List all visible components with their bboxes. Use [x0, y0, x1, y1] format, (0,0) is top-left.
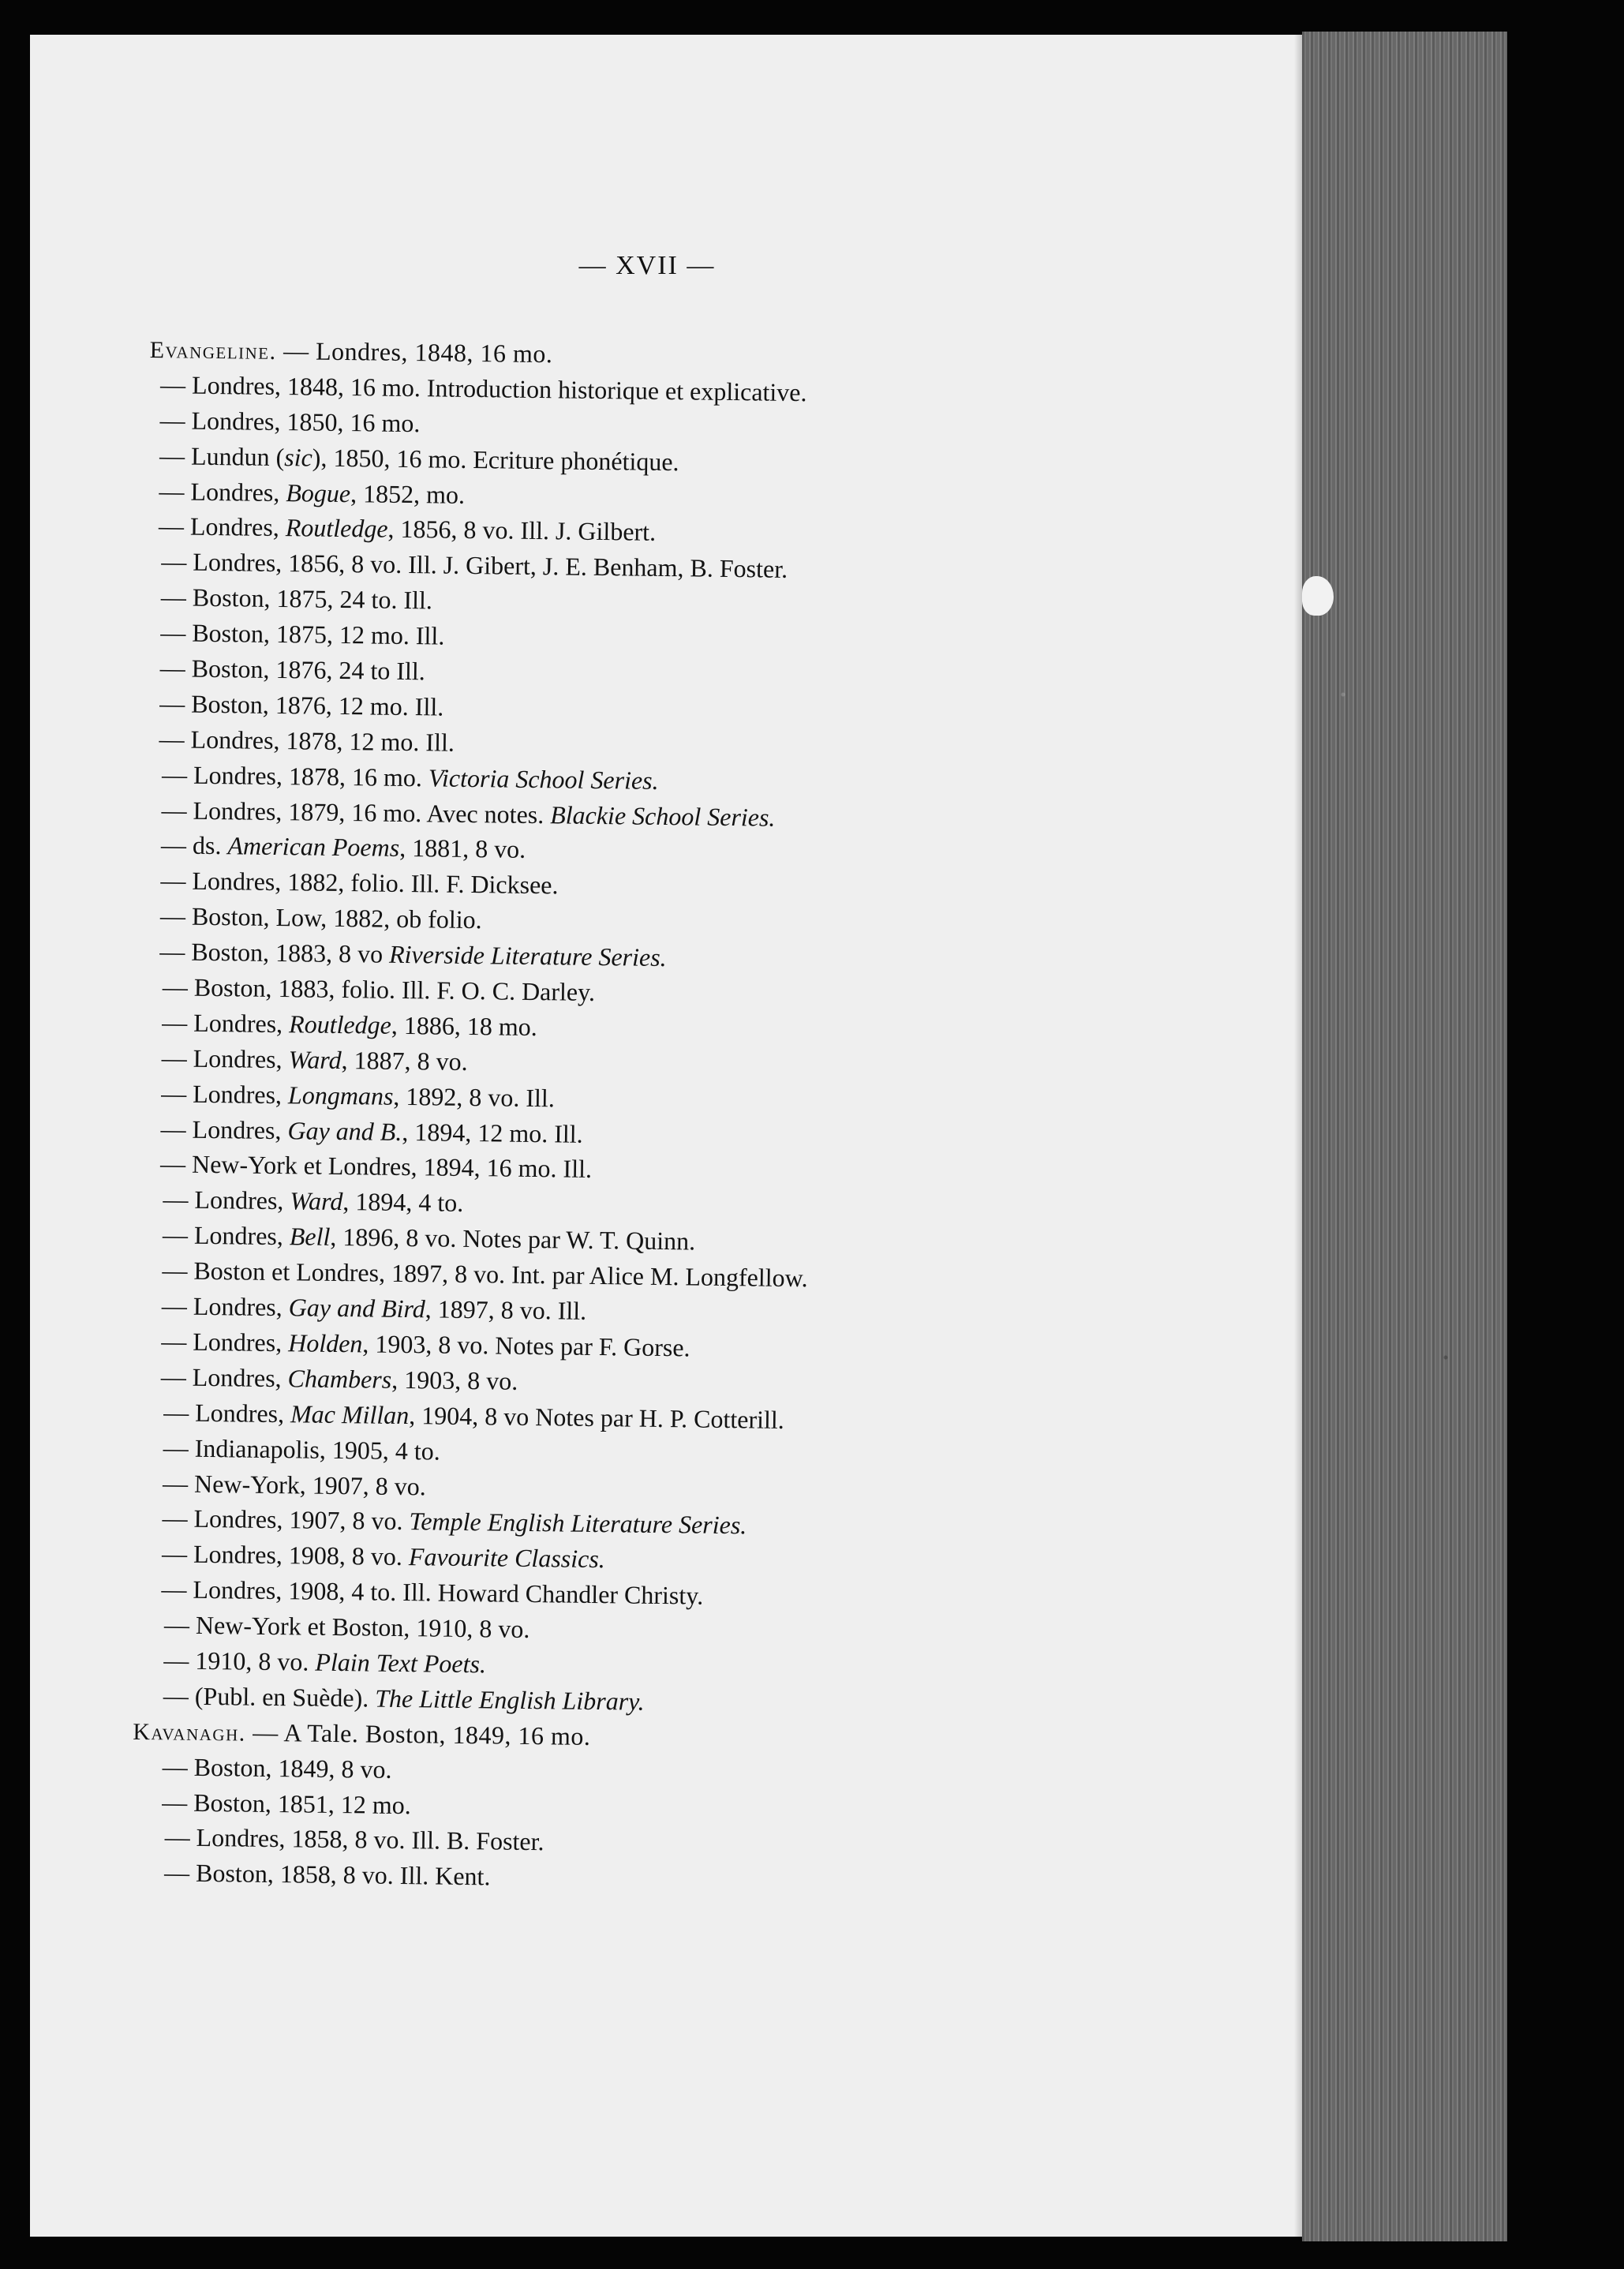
entry-text: — Boston, 1883, folio. Ill. F. O. C. Darley. [162, 972, 596, 1006]
entry-text: — New-York et Boston, 1910, 8 vo. [163, 1610, 530, 1644]
entry-text: — Londres, 1908, 4 to. Ill. Howard Chandler Christy. [161, 1574, 704, 1610]
italic-title: Blackie School Series. [550, 799, 776, 832]
entry-text: — Londres, [163, 1398, 291, 1428]
paper-stain [1302, 576, 1334, 616]
italic-title: Longmans [287, 1080, 394, 1110]
entry-text: , 1856, 8 vo. Ill. J. Gilbert. [387, 515, 657, 547]
entry-text: , 1903, 8 vo. Notes par F. Gorse. [362, 1329, 690, 1362]
entry-text: , 1894, 4 to. [342, 1187, 464, 1218]
entry-text: , 1894, 12 mo. Ill. [402, 1117, 583, 1148]
entry-text: — Londres, 1848, 16 mo. Introduction historique et explicative. [159, 370, 807, 407]
entry-text: , 1897, 8 vo. Ill. [425, 1294, 587, 1325]
entry-text: — Boston, 1876, 24 to Ill. [159, 653, 426, 686]
entry-text: — Londres, [161, 1327, 289, 1357]
entry-text: — Londres, 1882, folio. Ill. F. Dicksee. [160, 866, 559, 900]
italic-title: Gay and B. [287, 1115, 402, 1146]
entry-text: — Londres, [162, 1220, 290, 1251]
entry-text: — Londres, 1878, 12 mo. Ill. [159, 724, 455, 757]
entry-text: — Boston, 1875, 24 to. Ill. [160, 582, 433, 615]
italic-title: Riverside Literature Series. [388, 939, 667, 972]
entry-text: — Londres, [160, 1362, 288, 1393]
entry-text: — Londres, [158, 511, 286, 542]
italic-title: Mac Millan [290, 1398, 410, 1429]
entry-text: , 1852, mo. [350, 478, 466, 509]
italic-title: Routledge [285, 513, 388, 544]
entry-text: — Boston, 1883, 8 vo [159, 937, 390, 968]
entry-text: — Londres, 1848, 16 mo. [276, 335, 553, 369]
entry-text: , 1892, 8 vo. Ill. [393, 1081, 556, 1113]
entry-text: — Boston, Low, 1882, ob folio. [159, 901, 482, 934]
entry-text: , 1881, 8 vo. [399, 833, 526, 864]
entry-text: — Londres, [161, 1043, 289, 1074]
italic-title: Temple English Literature Series. [409, 1507, 747, 1540]
italic-title: Ward [290, 1186, 343, 1216]
italic-title: Routledge [288, 1009, 392, 1039]
entry-text: — New-York et Londres, 1894, 16 mo. Ill. [159, 1149, 593, 1184]
entry-text: — Londres, 1907, 8 vo. [162, 1503, 410, 1536]
work-title: Evangeline. [149, 336, 277, 365]
entry-text: — Boston, 1858, 8 vo. Ill. Kent. [163, 1858, 491, 1891]
italic-title: Favourite Classics. [408, 1542, 605, 1574]
entry-text: — Londres, 1858, 8 vo. Ill. B. Foster. [164, 1822, 544, 1856]
entry-text: — Londres, [162, 1008, 290, 1039]
entry-text: — Londres, [161, 1291, 289, 1322]
entry-text: ), 1850, 16 mo. Ecriture phonétique. [312, 443, 679, 476]
entry-text: — Boston, 1851, 12 mo. [162, 1787, 412, 1819]
entry-text: — Londres, [160, 1078, 289, 1109]
entry-text: — Londres, [160, 1114, 288, 1144]
entry-text: — Londres, 1878, 16 mo. [161, 759, 429, 792]
entry-text: — Boston, 1876, 12 mo. Ill. [159, 689, 444, 721]
entry-text: — Lundun ( [159, 440, 285, 471]
entry-text: , 1904, 8 vo Notes par H. P. Cotterill. [409, 1400, 785, 1434]
entry-text: — Londres, 1850, 16 mo. [159, 405, 421, 437]
entry-text: — Boston et Londres, 1897, 8 vo. Int. par Alice M. Longfellow. [162, 1256, 808, 1293]
entry-text: — Boston, 1849, 8 vo. [162, 1751, 392, 1784]
entry-text: — Londres, 1908, 8 vo. [161, 1539, 410, 1571]
italic-title: Gay and Bird [288, 1293, 425, 1324]
italic-title: sic [284, 442, 313, 472]
book-binding-edge [1302, 32, 1507, 2241]
entry-text: — 1910, 8 vo. [163, 1646, 316, 1676]
italic-title: Bell [289, 1222, 331, 1252]
entry-text: — Londres, [159, 476, 286, 507]
italic-title: The Little English Library. [375, 1683, 645, 1716]
entry-text: — Londres, 1856, 8 vo. Ill. J. Gibert, J. E. Benham, B. Foster. [161, 547, 788, 584]
entry-text: — Londres, 1879, 16 mo. Avec notes. [161, 795, 551, 829]
italic-title: American Poems [227, 831, 400, 863]
entry-text: , 1887, 8 vo. [341, 1045, 468, 1076]
entry-text: — New-York, 1907, 8 vo. [162, 1468, 427, 1500]
entry-text: , 1886, 18 mo. [391, 1010, 537, 1041]
entry-text: — Boston, 1875, 12 mo. Ill. [160, 618, 445, 650]
italic-title: Victoria School Series. [428, 763, 659, 795]
bibliography-list [131, 331, 1270, 1904]
page-number: — XVII — [578, 251, 716, 280]
italic-title: Bogue [286, 477, 351, 507]
entry-text: , 1903, 8 vo. [391, 1365, 518, 1395]
entry-text: — ds. [160, 830, 228, 860]
italic-title: Plain Text Poets. [315, 1647, 487, 1679]
entry-text: — Londres, [163, 1185, 290, 1215]
work-title: Kavanagh. [133, 1718, 246, 1747]
italic-title: Holden [288, 1328, 363, 1358]
entry-text: , 1896, 8 vo. Notes par W. T. Quinn. [330, 1222, 696, 1256]
italic-title: Ward [288, 1045, 342, 1074]
entry-text: — (Publ. en Suède). [163, 1681, 376, 1713]
entry-text: — Indianapolis, 1905, 4 to. [163, 1432, 440, 1466]
entry-text: — A Tale. Boston, 1849, 16 mo. [245, 1717, 591, 1750]
italic-title: Chambers [287, 1364, 392, 1394]
